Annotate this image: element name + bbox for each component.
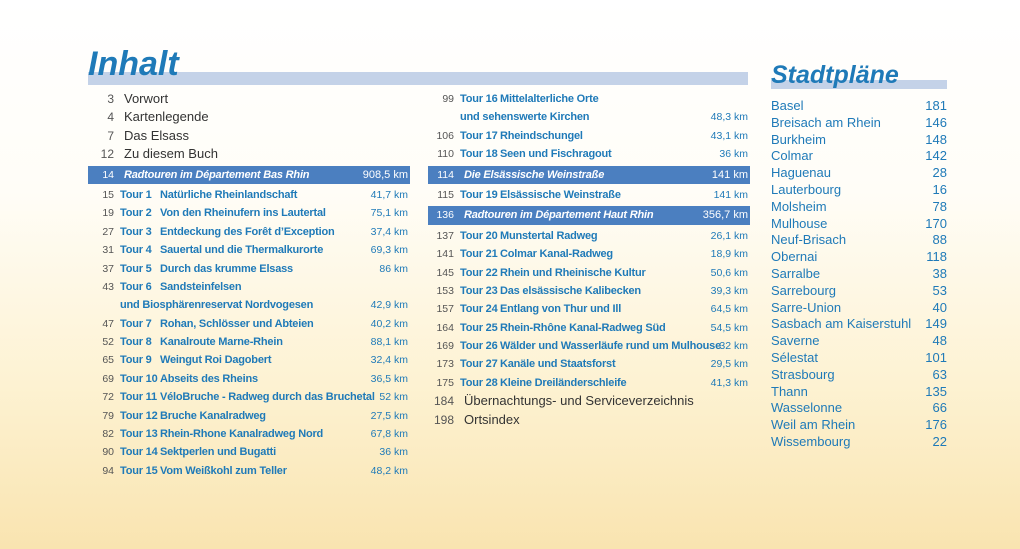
toc-tour-distance: 86 km <box>379 262 408 275</box>
toc-tour-name: Kanalroute Marne-Rhein <box>160 336 283 349</box>
toc-page-number: 47 <box>102 317 114 330</box>
toc-tour-number: Tour 15 <box>120 464 158 477</box>
city-maps-list <box>771 98 947 451</box>
toc-tour-entry[interactable] <box>88 186 410 204</box>
toc-tour-distance: 48,2 km <box>370 464 408 477</box>
city-name: Molsheim <box>771 198 827 214</box>
toc-tour-number: Tour 23 <box>460 284 498 297</box>
city-name: Saverne <box>771 333 820 349</box>
city-page-number: 40 <box>932 299 947 315</box>
toc-tour-entry[interactable] <box>428 282 750 300</box>
toc-tour-name: Kleine Dreiländerschleife <box>500 376 627 389</box>
city-name: Burkheim <box>771 131 826 147</box>
toc-tour-distance: 36 km <box>719 148 748 161</box>
toc-page-number: 145 <box>436 266 454 279</box>
toc-tour-name: Kanäle und Staatsforst <box>500 358 616 371</box>
toc-tour-number: Tour 12 <box>120 409 158 422</box>
city-map-entry[interactable] <box>771 400 947 417</box>
toc-page-number: 79 <box>102 409 114 422</box>
toc-tour-entry[interactable] <box>428 90 750 127</box>
city-name: Colmar <box>771 148 813 164</box>
toc-tour-distance: 48,3 km <box>710 111 748 124</box>
city-map-entry[interactable] <box>771 199 947 216</box>
city-name: Neuf-Brisach <box>771 232 847 248</box>
city-map-entry[interactable] <box>771 249 947 266</box>
toc-tour-name: Rohan, Schlösser und Abteien <box>160 317 314 330</box>
toc-tour-number: Tour 17 <box>460 129 498 142</box>
city-page-number: 149 <box>925 316 947 332</box>
toc-tour-number: Tour 10 <box>120 372 158 385</box>
toc-tour-distance: 69,3 km <box>370 244 408 257</box>
toc-tour-distance: 26,1 km <box>710 229 748 242</box>
city-name: Sarralbe <box>771 265 821 281</box>
toc-tour-distance: 43,1 km <box>710 129 748 142</box>
city-map-entry[interactable] <box>771 434 947 451</box>
toc-tour-distance: 18,9 km <box>710 248 748 261</box>
city-page-number: 28 <box>932 165 947 181</box>
toc-tour-entry[interactable] <box>88 241 410 259</box>
toc-tour-distance: 50,6 km <box>710 266 748 279</box>
toc-section-distance: 356,7 km <box>702 209 748 222</box>
city-map-entry[interactable] <box>771 350 947 367</box>
toc-tour-entry[interactable] <box>88 407 410 425</box>
toc-page-number: 27 <box>102 225 114 238</box>
toc-tour-number: Tour 27 <box>460 358 498 371</box>
city-name: Thann <box>771 383 808 399</box>
city-name: Weil am Rhein <box>771 417 856 433</box>
toc-tour-number: Tour 24 <box>460 303 498 316</box>
toc-tour-number: Tour 11 <box>120 391 157 404</box>
toc-tour-name: Mittelalterliche Orte <box>500 93 599 105</box>
city-name: Wasselonne <box>771 400 843 416</box>
toc-tour-entry[interactable] <box>88 260 410 278</box>
city-map-entry[interactable] <box>771 316 947 333</box>
toc-page-number: 90 <box>102 446 114 459</box>
toc-page-number: 198 <box>433 412 454 427</box>
toc-page-number: 4 <box>107 110 114 125</box>
city-map-entry[interactable] <box>771 232 947 249</box>
toc-tour-entry[interactable] <box>428 337 750 355</box>
city-page-number: 66 <box>932 400 947 416</box>
toc-tour-distance: 67,8 km <box>370 428 408 441</box>
toc-entry[interactable] <box>88 145 410 163</box>
toc-tour-entry[interactable] <box>88 204 410 222</box>
city-page-number: 148 <box>925 131 947 147</box>
city-name: Basel <box>771 98 804 113</box>
city-name: Wissembourg <box>771 433 851 449</box>
toc-tour-name: Entdeckung des Forêt d’Exception <box>160 225 335 238</box>
toc-tour-entry[interactable] <box>88 425 410 443</box>
toc-tour-name: Munstertal Radweg <box>500 229 598 242</box>
toc-section-title: Radtouren im Département Haut Rhin <box>464 209 654 222</box>
contents-title-bar <box>88 72 748 85</box>
toc-tour-distance: 42,9 km <box>370 299 408 312</box>
toc-section-distance: 141 km <box>711 168 748 181</box>
toc-page-number: 15 <box>102 188 114 201</box>
city-name: Sasbach am Kaiserstuhl <box>771 316 912 332</box>
toc-tour-entry[interactable] <box>428 145 750 163</box>
toc-tour-number: Tour 16 <box>460 93 498 105</box>
toc-page-number: 72 <box>102 391 114 404</box>
toc-tour-number: Tour 5 <box>120 262 152 275</box>
city-page-number: 142 <box>925 148 947 164</box>
toc-entry[interactable] <box>428 392 750 410</box>
toc-tour-name: Entlang von Thur und Ill <box>500 303 622 316</box>
toc-tour-distance: 41,3 km <box>710 376 748 389</box>
toc-tour-entry[interactable] <box>88 388 410 406</box>
toc-page-number: 3 <box>107 92 114 106</box>
city-page-number: 63 <box>932 366 947 382</box>
toc-tour-distance: 75,1 km <box>370 207 408 220</box>
toc-entry-title: Vorwort <box>124 91 169 106</box>
toc-tour-entry[interactable] <box>428 264 750 282</box>
toc-entry-title: Ortsindex <box>464 411 520 427</box>
city-map-entry[interactable] <box>771 367 947 384</box>
city-map-entry[interactable] <box>771 216 947 233</box>
contents-left-column <box>88 90 410 480</box>
toc-tour-number: Tour 18 <box>460 148 498 161</box>
toc-section-title: Radtouren im Département Bas Rhin <box>124 168 310 181</box>
contents-right-column <box>428 90 750 429</box>
toc-tour-number: Tour 4 <box>120 244 152 257</box>
city-page-number: 176 <box>925 417 947 433</box>
city-name: Sarrebourg <box>771 282 837 298</box>
toc-tour-number: Tour 14 <box>120 446 158 459</box>
toc-page-number: 184 <box>433 394 454 409</box>
toc-tour-number: Tour 28 <box>460 376 498 389</box>
toc-tour-distance: 41,7 km <box>370 188 408 201</box>
city-page-number: 22 <box>932 433 947 449</box>
toc-tour-entry[interactable] <box>88 462 410 480</box>
toc-tour-name: Vom Weißkohl zum Teller <box>160 464 287 477</box>
city-page-number: 53 <box>932 282 947 298</box>
toc-entry[interactable] <box>88 127 410 145</box>
toc-tour-name: Natürliche Rheinlandschaft <box>160 188 298 201</box>
city-page-number: 135 <box>925 383 947 399</box>
toc-section-header[interactable] <box>428 166 750 184</box>
city-map-entry[interactable] <box>771 132 947 149</box>
toc-tour-name: Seen und Fischragout <box>500 148 612 161</box>
city-map-entry[interactable] <box>771 98 947 115</box>
city-page-number: 78 <box>932 198 947 214</box>
toc-tour-entry[interactable] <box>88 443 410 461</box>
toc-tour-name: Rhein und Rheinische Kultur <box>500 266 646 279</box>
toc-tour-number: Tour 1 <box>120 188 152 201</box>
city-name: Obernai <box>771 249 818 265</box>
toc-entry-title: Übernachtungs- und Serviceverzeichnis <box>464 393 694 409</box>
city-map-entry[interactable] <box>771 333 947 350</box>
toc-tour-distance: 36,5 km <box>370 372 408 385</box>
toc-tour-name-line2: und sehenswerte Kirchen <box>460 111 590 124</box>
city-page-number: 38 <box>932 265 947 281</box>
toc-tour-distance: 27,5 km <box>370 409 408 422</box>
toc-page-number: 110 <box>437 148 454 161</box>
toc-page-number: 7 <box>107 128 114 143</box>
toc-tour-number: Tour 22 <box>460 266 498 279</box>
toc-tour-name: Rhein-Rhone Kanalradweg Nord <box>160 428 324 441</box>
toc-section-title: Die Elsässische Weinstraße <box>464 168 605 181</box>
toc-tour-entry[interactable] <box>88 370 410 388</box>
toc-page-number: 31 <box>102 244 114 257</box>
toc-page-number: 14 <box>102 168 114 181</box>
toc-tour-number: Tour 20 <box>460 229 498 242</box>
toc-tour-distance: 39,3 km <box>710 284 748 297</box>
toc-tour-name: Durch das krumme Elsass <box>160 262 293 275</box>
toc-page-number: 164 <box>436 321 454 334</box>
toc-tour-name: Von den Rheinufern ins Lautertal <box>160 207 326 220</box>
toc-tour-name: Sektperlen und Bugatti <box>160 446 276 459</box>
toc-page-number: 43 <box>102 280 114 293</box>
city-name: Haguenau <box>771 165 831 181</box>
city-name: Strasbourg <box>771 366 835 382</box>
toc-entry[interactable] <box>88 90 410 108</box>
toc-page-number: 137 <box>436 229 454 242</box>
city-map-entry[interactable] <box>771 283 947 300</box>
toc-page-number: 114 <box>437 168 454 181</box>
toc-page-number: 169 <box>436 340 454 353</box>
city-name: Mulhouse <box>771 215 828 231</box>
toc-section-distance: 908,5 km <box>362 168 408 181</box>
city-page-number: 181 <box>925 98 947 113</box>
toc-tour-entry[interactable] <box>428 374 750 392</box>
city-page-number: 48 <box>932 333 947 349</box>
toc-page-number: 106 <box>436 129 454 142</box>
toc-page-number: 175 <box>436 376 454 389</box>
toc-tour-name-line2: und Biosphärenreservat Nordvogesen <box>120 299 314 312</box>
city-name: Sélestat <box>771 349 818 365</box>
city-map-entry[interactable] <box>771 300 947 317</box>
toc-tour-name: Sauertal und die Thermalkurorte <box>160 244 324 257</box>
toc-tour-number: Tour 9 <box>120 354 152 367</box>
toc-tour-name: Rhein-Rhône Kanal-Radweg Süd <box>500 321 666 334</box>
toc-tour-name: Colmar Kanal-Radweg <box>500 248 613 261</box>
city-name: Breisach am Rhein <box>771 114 881 130</box>
toc-page-number: 115 <box>437 188 454 201</box>
toc-tour-name: Bruche Kanalradweg <box>160 409 266 422</box>
city-page-number: 101 <box>925 349 947 365</box>
toc-tour-name: Abseits des Rheins <box>160 372 258 385</box>
toc-tour-entry[interactable] <box>428 245 750 263</box>
toc-tour-distance: 36 km <box>379 446 408 459</box>
toc-tour-name: Elsässische Weinstraße <box>500 188 621 201</box>
toc-tour-number: Tour 13 <box>120 428 158 441</box>
toc-tour-number: Tour 26 <box>460 340 498 353</box>
toc-entry[interactable] <box>88 108 410 126</box>
toc-tour-distance: 29,5 km <box>710 358 748 371</box>
city-map-entry[interactable] <box>771 384 947 401</box>
contents-title: Inhalt <box>88 45 179 83</box>
city-page-number: 16 <box>932 181 947 197</box>
city-map-entry[interactable] <box>771 182 947 199</box>
toc-tour-distance: 52 km <box>379 391 408 404</box>
toc-tour-entry[interactable] <box>88 278 410 315</box>
toc-tour-entry[interactable] <box>428 300 750 318</box>
toc-page-number: 99 <box>442 93 454 105</box>
city-page-number: 118 <box>926 249 947 265</box>
toc-tour-name: Rheindschungel <box>500 129 583 142</box>
toc-page-number: 136 <box>436 209 454 222</box>
toc-page-number: 37 <box>102 262 114 275</box>
toc-tour-name: Weingut Roi Dagobert <box>160 354 272 367</box>
toc-tour-distance: 88,1 km <box>370 336 408 349</box>
toc-tour-name: Wälder und Wasserläufe rund um Mulhouse <box>500 340 721 353</box>
toc-page-number: 65 <box>102 354 114 367</box>
toc-tour-number: Tour 3 <box>120 225 152 238</box>
city-name: Sarre-Union <box>771 299 842 315</box>
toc-tour-number: Tour 2 <box>120 207 152 220</box>
toc-tour-number: Tour 6 <box>120 280 152 293</box>
city-map-entry[interactable] <box>771 165 947 182</box>
toc-entry-title: Das Elsass <box>124 127 190 143</box>
toc-tour-entry[interactable] <box>428 127 750 145</box>
toc-section-header[interactable] <box>88 166 410 184</box>
toc-page-number: 157 <box>436 303 454 316</box>
toc-tour-entry[interactable] <box>428 355 750 373</box>
toc-tour-name: Das elsässische Kalibecken <box>500 284 641 297</box>
toc-tour-distance: 141 km <box>713 188 748 201</box>
city-map-entry[interactable] <box>771 115 947 132</box>
toc-entry-title: Zu diesem Buch <box>124 146 218 162</box>
toc-page-number: 52 <box>102 336 114 349</box>
toc-tour-distance: 40,2 km <box>370 317 408 330</box>
toc-tour-name: VéloBruche - Radweg durch das Bruchetal <box>160 391 375 404</box>
city-page-number: 88 <box>932 232 947 248</box>
toc-tour-entry[interactable] <box>428 186 750 204</box>
city-map-entry[interactable] <box>771 266 947 283</box>
toc-section-header[interactable] <box>428 206 750 224</box>
city-map-entry[interactable] <box>771 417 947 434</box>
toc-entry[interactable] <box>428 411 750 429</box>
toc-tour-distance: 37,4 km <box>370 225 408 238</box>
toc-tour-entry[interactable] <box>88 333 410 351</box>
city-page-number: 146 <box>925 114 947 130</box>
toc-tour-entry[interactable] <box>428 319 750 337</box>
toc-entry-title: Kartenlegende <box>124 109 209 125</box>
toc-page-number: 173 <box>436 358 454 371</box>
toc-tour-entry[interactable] <box>428 227 750 245</box>
toc-tour-distance: 32 km <box>719 340 748 353</box>
toc-tour-name: Sandsteinfelsen <box>160 280 242 293</box>
toc-page-number: 94 <box>102 464 114 477</box>
city-page-number: 170 <box>925 215 947 231</box>
toc-tour-number: Tour 19 <box>460 188 498 201</box>
toc-page-number: 153 <box>436 284 454 297</box>
city-map-entry[interactable] <box>771 148 947 165</box>
toc-tour-number: Tour 8 <box>120 336 152 349</box>
toc-tour-number: Tour 7 <box>120 317 152 330</box>
city-maps-title: Stadtpläne <box>771 61 899 89</box>
toc-page-number: 82 <box>102 428 114 441</box>
toc-page-number: 12 <box>100 147 114 162</box>
toc-page-number: 69 <box>102 372 114 385</box>
toc-tour-entry[interactable] <box>88 315 410 333</box>
toc-tour-entry[interactable] <box>88 223 410 241</box>
toc-page-number: 19 <box>102 207 114 220</box>
city-name: Lauterbourg <box>771 181 842 197</box>
toc-page-number: 141 <box>436 248 454 261</box>
toc-tour-number: Tour 25 <box>460 321 498 334</box>
toc-tour-distance: 32,4 km <box>370 354 408 367</box>
toc-tour-number: Tour 21 <box>460 248 498 261</box>
toc-tour-entry[interactable] <box>88 351 410 369</box>
toc-tour-distance: 54,5 km <box>710 321 748 334</box>
toc-tour-distance: 64,5 km <box>710 303 748 316</box>
